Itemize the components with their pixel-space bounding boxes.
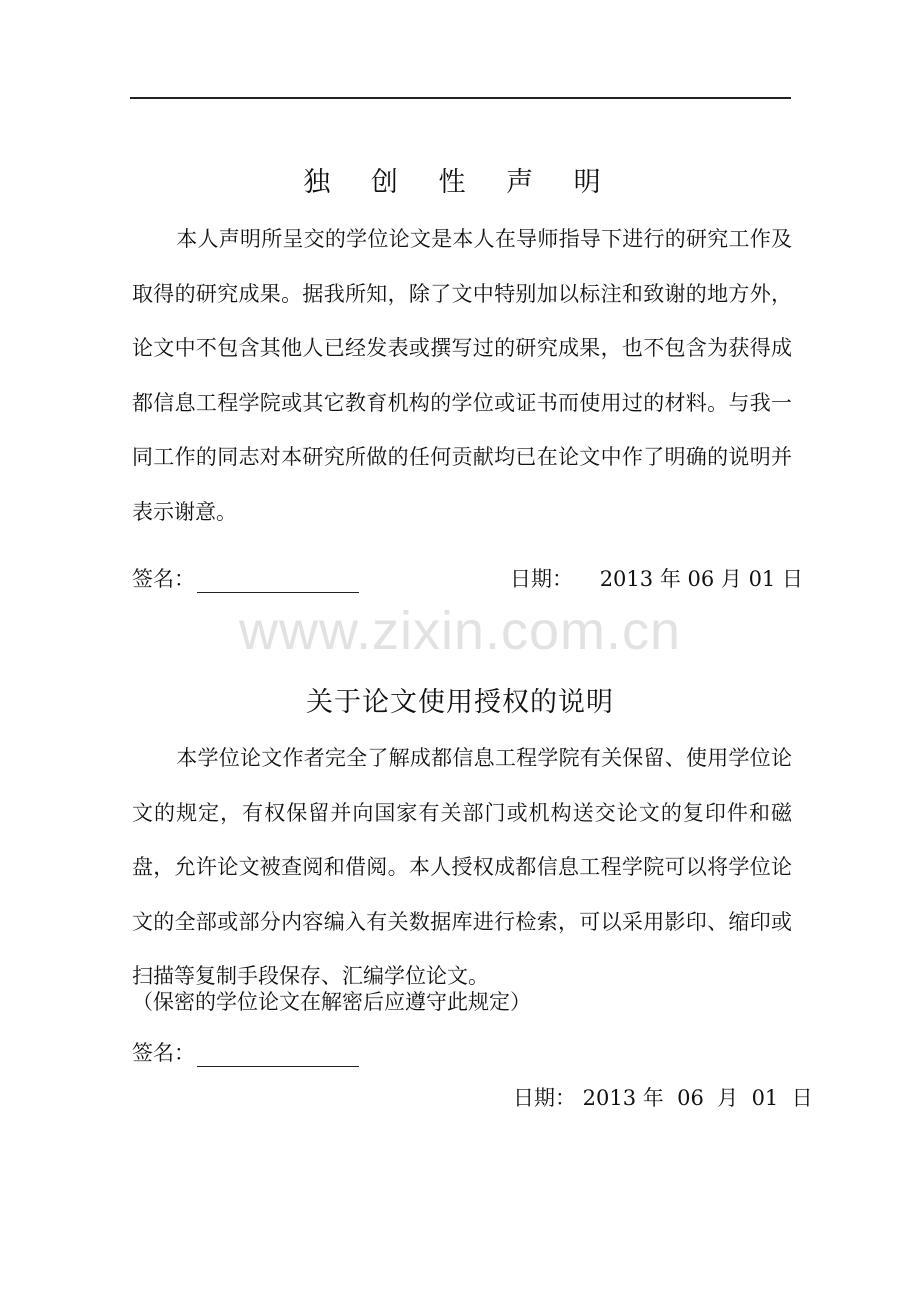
declaration-sign-label: 签名： [132,567,195,591]
watermark: www.zixin.com.cn [238,601,682,661]
authorization-date: 日期： 2013 年 06 月 01 日 [513,1086,813,1110]
authorization-body [132,731,792,1004]
declaration-date: 日期： 2013 年 06 月 01 日 [510,567,803,591]
declaration-body [132,212,792,539]
authorization-body-text: 本学位论文作者完全了解成都信息工程学院有关保留、使用学位论文的规定，有权保留并向国家有关部门或机构送交论文的复印件和磁盘，允许论文被查阅和借阅。本人授权成都信息工程学院可以将学位论文的全部或部分内容编入有关数据库进行检索，可以采用影印、缩印或扫描等复制手段保存、汇编学位论文。 [132,746,792,988]
declaration-signature [132,563,359,593]
authorization-sign-label: 签名： [132,1041,195,1065]
authorization-title: 关于论文使用授权的说明 [306,687,614,718]
header-rule [130,97,791,99]
declaration-signature-line [197,570,359,593]
declaration-body-text: 本人声明所呈交的学位论文是本人在导师指导下进行的研究工作及取得的研究成果。据我所知，除了文中特别加以标注和致谢的地方外，论文中不包含其他人已经发表或撰写过的研究成果，也不包含为获得成都信息工程学院或其它教育机构的学位或证书而使用过的材料。与我一同工作的同志对本研究所做的任何贡献均已在论文中作了明确的说明并表示谢意。 [132,227,792,524]
authorization-signature-line [197,1044,359,1067]
confidential-note: （保密的学位论文在解密后应遵守此规定） [132,990,531,1014]
authorization-signature [132,1037,359,1067]
declaration-title: 独 创 性 声 明 [303,167,617,198]
